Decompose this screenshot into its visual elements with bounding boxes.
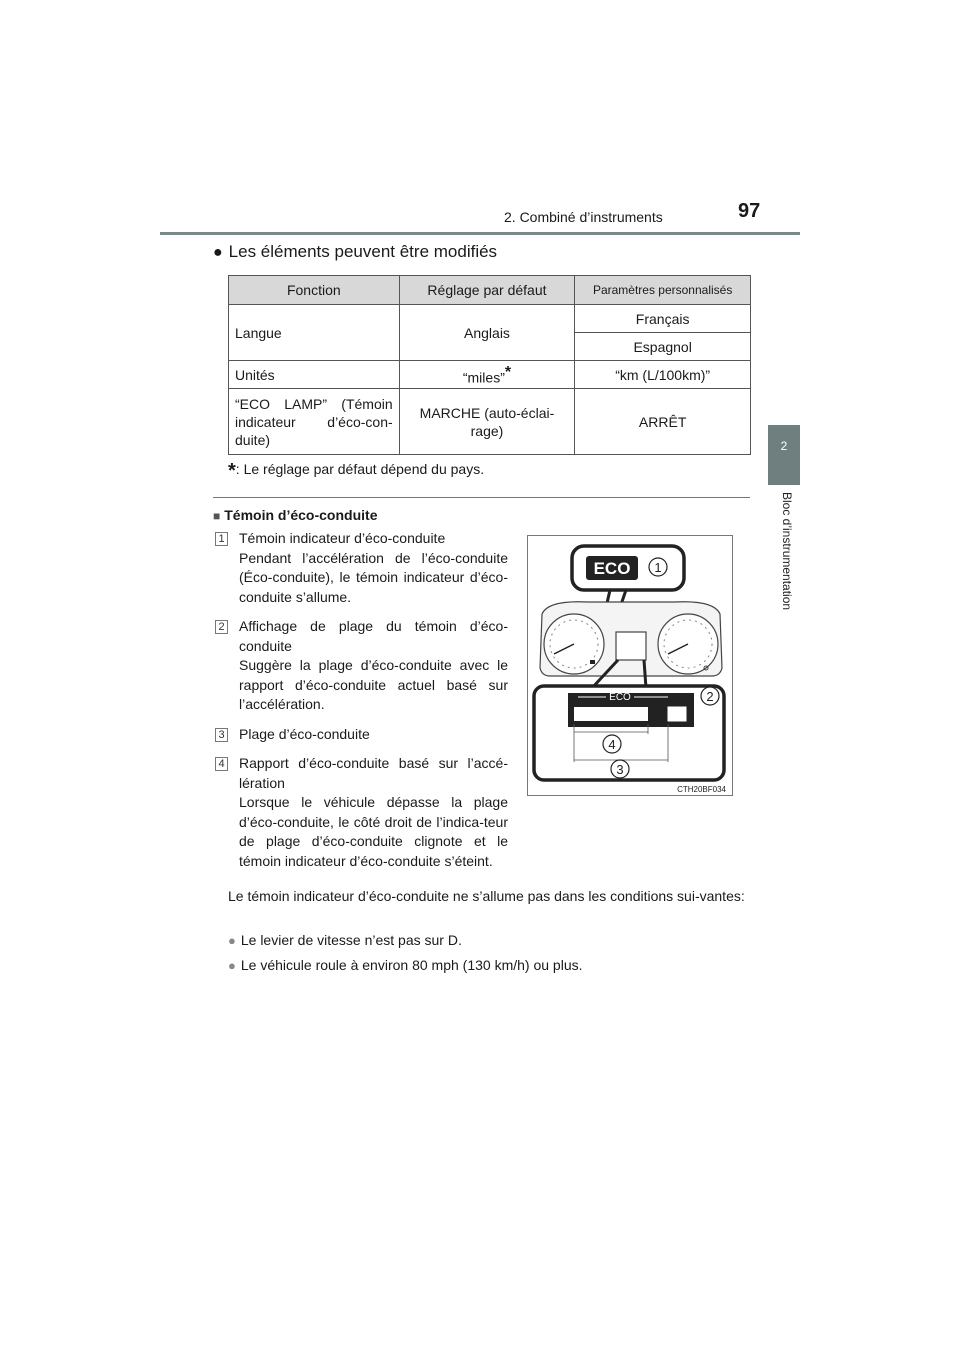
callout-number: 4 [215, 757, 228, 771]
table-cell: Français [575, 305, 751, 333]
callout-list [215, 529, 508, 881]
customizable-title-text: Les éléments peuvent être modifiés [228, 242, 498, 261]
callout-label: 3 [616, 762, 624, 777]
table-cell: “km (L/100km)” [575, 361, 751, 389]
table-cell: MARCHE (auto-éclai-rage) [399, 389, 575, 455]
list-item [228, 932, 462, 948]
table-cell: Unités [229, 361, 400, 389]
list-item [228, 957, 583, 973]
table-cell [399, 361, 575, 389]
footnote-mark: * [504, 363, 512, 381]
item-title: Témoin indicateur d’éco-conduite [239, 530, 446, 546]
header-rule [160, 232, 800, 235]
callout-number: 1 [215, 532, 228, 546]
running-header-section: 2. Combiné d’instruments [504, 209, 663, 225]
multi-info-display [616, 632, 646, 660]
chapter-tab [768, 425, 800, 485]
table-header-cell: Réglage par défaut [399, 276, 575, 305]
callout-number: 2 [215, 620, 228, 634]
table-cell: Anglais [399, 305, 575, 361]
eco-lamp-icon [590, 660, 595, 664]
list-item [215, 754, 508, 871]
table-row [229, 361, 751, 389]
table-row [229, 389, 751, 455]
table-footnote [228, 460, 484, 483]
callout-label: 1 [654, 560, 662, 575]
item-body: Pendant l’accélération de l’éco-conduite (Éco-conduite), le témoin indicateur d’éco-conduite s’allume. [239, 549, 508, 605]
eco-range-bar [574, 707, 648, 721]
table-header-cell: Fonction [229, 276, 400, 305]
list-item [215, 617, 508, 715]
leader-line [644, 660, 646, 688]
bullet-icon: ● [213, 244, 223, 261]
page-number: 97 [738, 200, 761, 222]
table-header-row [229, 276, 751, 305]
footnote-star: * [228, 460, 236, 482]
eco-range-end [668, 707, 686, 721]
square-bullet-icon: ■ [213, 509, 221, 523]
eco-bar-label: ECO [609, 692, 631, 703]
section-heading-text: Témoin d’éco-conduite [224, 507, 378, 523]
list-item [215, 529, 508, 607]
table-header-cell: Paramètres personnalisés [575, 276, 751, 305]
customizable-title [213, 242, 497, 262]
chapter-tab-number: 2 [780, 439, 788, 453]
settings-table [228, 275, 751, 455]
callout-number: 3 [215, 728, 228, 742]
table-row [229, 305, 751, 333]
bullet-icon: ● [228, 958, 236, 973]
bullet-icon: ● [228, 933, 236, 948]
section-heading [213, 507, 377, 523]
item-body: Suggère la plage d’éco-conduite avec le rapport d’éco-conduite actuel basé sur l’accélération. [239, 657, 508, 712]
item-title: Affichage de plage du témoin d’éco-conduite [239, 618, 508, 654]
figure-code: CTH20BF034 [677, 785, 726, 794]
chapter-tab-label: Bloc d’instrumentation [780, 492, 794, 611]
after-paragraph: Le témoin indicateur d’éco-conduite ne s’allume pas dans les conditions sui-vantes: [228, 888, 745, 904]
list-item [215, 725, 508, 745]
callout-label: 2 [706, 689, 714, 704]
default-value: “miles” [462, 369, 505, 386]
eco-indicator-figure [527, 535, 733, 796]
eco-badge-text: ECO [593, 559, 631, 578]
condition-text: Le véhicule roule à environ 80 mph (130 km/h) ou plus. [240, 957, 583, 973]
condition-text: Le levier de vitesse n’est pas sur D. [240, 932, 462, 948]
callout-label: 4 [608, 737, 616, 752]
item-title: Rapport d’éco-conduite basé sur l’accé-lération [239, 755, 508, 791]
table-cell: ARRÊT [575, 389, 751, 455]
item-title: Plage d’éco-conduite [239, 725, 370, 742]
eco-illustration [528, 536, 734, 797]
table-cell: “ECO LAMP” (Témoin indicateur d’éco-con-duite) [229, 389, 400, 455]
item-body: Lorsque le véhicule dépasse la plage d’éco-conduite, le côté droit de l’indica-teur de plage d’éco-conduite clignote et le témoin indicateur d’éco-conduite s’éteint. [239, 794, 508, 869]
footnote-text: : Le réglage par défaut dépend du pays. [235, 461, 485, 477]
section-divider [213, 497, 750, 498]
table-cell: Espagnol [575, 333, 751, 361]
table-cell: Langue [229, 305, 400, 361]
